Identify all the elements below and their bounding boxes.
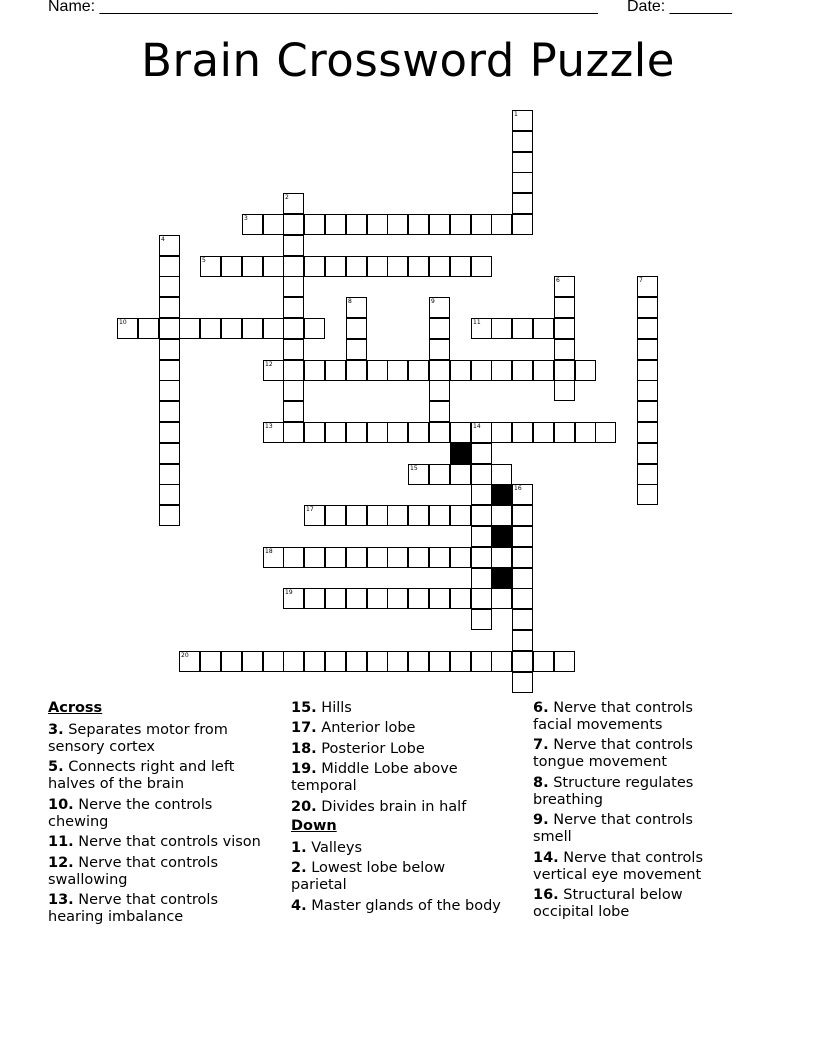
clue-item-text: Nerve that controls tongue movement xyxy=(533,737,693,771)
crossword-cell[interactable] xyxy=(283,214,304,235)
crossword-cell[interactable] xyxy=(429,339,450,360)
crossword-cell[interactable] xyxy=(512,422,533,443)
crossword-cell[interactable] xyxy=(304,214,325,235)
crossword-cell[interactable] xyxy=(491,422,512,443)
clue-item-number: 15. xyxy=(291,700,317,716)
crossword-cell[interactable] xyxy=(346,339,367,360)
crossword-cell[interactable] xyxy=(471,318,492,339)
crossword-cell[interactable] xyxy=(450,422,471,443)
clue-item-text: Nerve that controls vison xyxy=(73,834,261,851)
crossword-cell[interactable] xyxy=(637,276,658,297)
crossword-cell[interactable] xyxy=(512,360,533,381)
crossword-cell[interactable] xyxy=(512,152,533,173)
crossword-cell[interactable] xyxy=(429,588,450,609)
crossword-cell[interactable] xyxy=(367,360,388,381)
crossword-cell[interactable] xyxy=(325,651,346,672)
crossword-cell[interactable] xyxy=(450,464,471,485)
crossword-cell[interactable] xyxy=(325,505,346,526)
crossword-cell[interactable] xyxy=(387,547,408,568)
clue-number: 9 xyxy=(431,298,435,305)
crossword-cell[interactable] xyxy=(408,214,429,235)
crossword-cell[interactable] xyxy=(346,422,367,443)
clue-number: 6 xyxy=(556,277,560,284)
crossword-cell[interactable] xyxy=(221,651,242,672)
crossword-cell[interactable] xyxy=(429,651,450,672)
clues-column-1 xyxy=(48,700,263,929)
crossword-cell[interactable] xyxy=(159,276,180,297)
crossword-cell[interactable] xyxy=(408,464,429,485)
crossword-cell[interactable] xyxy=(387,256,408,277)
crossword-cell[interactable] xyxy=(325,360,346,381)
clue-item xyxy=(48,797,263,831)
clue-item-text: Nerve that controls hearing imbalance xyxy=(48,891,219,925)
crossword-cell[interactable] xyxy=(595,422,616,443)
crossword-cell[interactable] xyxy=(159,422,180,443)
crossword-cell[interactable] xyxy=(471,568,492,589)
crossword-cell[interactable] xyxy=(512,568,533,589)
crossword-cell[interactable] xyxy=(242,214,263,235)
clue-item-text: Hills xyxy=(316,700,352,716)
crossword-cell[interactable] xyxy=(491,651,512,672)
crossword-cell[interactable] xyxy=(450,214,471,235)
clue-item xyxy=(48,759,263,793)
crossword-cell[interactable] xyxy=(471,651,492,672)
page-title: Brain Crossword Puzzle xyxy=(141,34,675,87)
clue-item-number: 17. xyxy=(291,720,317,737)
clue-item-number: 12. xyxy=(48,854,74,871)
crossword-cell[interactable] xyxy=(512,110,533,131)
crossword-cell[interactable] xyxy=(138,318,159,339)
clue-item xyxy=(291,799,501,816)
crossword-cell[interactable] xyxy=(429,318,450,339)
crossword-cell[interactable] xyxy=(637,401,658,422)
crossword-cell[interactable] xyxy=(554,360,575,381)
crossword-cell[interactable] xyxy=(283,339,304,360)
crossword-cell[interactable] xyxy=(637,443,658,464)
crossword-cell[interactable] xyxy=(637,339,658,360)
crossword-cell[interactable] xyxy=(408,547,429,568)
crossword-cell[interactable] xyxy=(429,505,450,526)
crossword-cell[interactable] xyxy=(367,547,388,568)
clue-item-number: 18. xyxy=(291,740,317,757)
crossword-cell[interactable] xyxy=(554,276,575,297)
crossword-cell[interactable] xyxy=(429,464,450,485)
crossword-cell[interactable] xyxy=(429,360,450,381)
crossword-cell[interactable] xyxy=(179,318,200,339)
clue-item-number: 2. xyxy=(291,860,307,877)
crossword-cell[interactable] xyxy=(283,193,304,214)
crossword-cell[interactable] xyxy=(637,360,658,381)
crossword-cell[interactable] xyxy=(346,256,367,277)
clue-item xyxy=(533,700,733,734)
crossword-cell[interactable] xyxy=(408,256,429,277)
crossword-cell[interactable] xyxy=(450,505,471,526)
crossword-cell[interactable] xyxy=(471,443,492,464)
crossword-cell[interactable] xyxy=(429,422,450,443)
clue-item xyxy=(291,720,501,737)
crossword-cell[interactable] xyxy=(367,214,388,235)
clue-item-number: 20. xyxy=(291,798,317,815)
clue-item xyxy=(291,898,501,915)
crossword-cell[interactable] xyxy=(450,651,471,672)
crossword-cell[interactable] xyxy=(179,651,200,672)
crossword-cell[interactable] xyxy=(304,651,325,672)
clue-number: 17 xyxy=(306,506,314,513)
clue-item-text: Master glands of the body xyxy=(306,897,501,914)
crossword-cell[interactable] xyxy=(200,651,221,672)
clue-item xyxy=(533,737,733,771)
crossword-cell[interactable] xyxy=(325,547,346,568)
crossword-cell[interactable] xyxy=(283,297,304,318)
crossword-cell[interactable] xyxy=(491,547,512,568)
clue-item-number: 5. xyxy=(48,759,64,776)
crossword-cell[interactable] xyxy=(512,651,533,672)
crossword-cell[interactable] xyxy=(325,588,346,609)
clue-item-text: Separates motor from sensory cortex xyxy=(48,722,228,755)
crossword-cell[interactable] xyxy=(450,547,471,568)
clue-item xyxy=(291,700,501,717)
crossword-cell[interactable] xyxy=(491,505,512,526)
crossword-cell[interactable] xyxy=(408,588,429,609)
clue-item xyxy=(291,860,501,894)
crossword-cell[interactable] xyxy=(512,172,533,193)
clue-number: 5 xyxy=(202,257,206,264)
crossword-cell[interactable] xyxy=(346,318,367,339)
crossword-cell[interactable] xyxy=(387,214,408,235)
crossword-cell[interactable] xyxy=(554,380,575,401)
crossword-cell[interactable] xyxy=(325,214,346,235)
crossword-cell[interactable] xyxy=(429,297,450,318)
crossword-cell[interactable] xyxy=(408,422,429,443)
crossword-cell[interactable] xyxy=(471,256,492,277)
name-field-label: Name: ________________________________________________________ xyxy=(48,0,598,15)
crossword-cell[interactable] xyxy=(159,380,180,401)
clue-number: 12 xyxy=(265,361,273,368)
crossword-cell[interactable] xyxy=(533,318,554,339)
crossword-cell[interactable] xyxy=(304,256,325,277)
crossword-cell[interactable] xyxy=(117,318,138,339)
black-cell xyxy=(491,526,512,547)
clue-number: 10 xyxy=(119,319,127,326)
clue-number: 19 xyxy=(285,589,293,596)
crossword-cell[interactable] xyxy=(512,318,533,339)
clue-item-number: 10. xyxy=(48,796,74,813)
clue-item-text: Divides brain in half xyxy=(316,798,467,815)
crossword-cell[interactable] xyxy=(512,193,533,214)
clue-item-text: Structural below occipital lobe xyxy=(533,886,683,920)
clue-item-number: 16. xyxy=(533,886,559,903)
crossword-cell[interactable] xyxy=(283,422,304,443)
crossword-cell[interactable] xyxy=(283,588,304,609)
crossword-cell[interactable] xyxy=(512,214,533,235)
clue-item-text: Nerve the controls chewing xyxy=(48,796,213,830)
crossword-cell[interactable] xyxy=(512,131,533,152)
crossword-cell[interactable] xyxy=(263,422,284,443)
crossword-cell[interactable] xyxy=(325,422,346,443)
crossword-cell[interactable] xyxy=(471,609,492,630)
crossword-cell[interactable] xyxy=(491,318,512,339)
crossword-cell[interactable] xyxy=(575,360,596,381)
crossword-cell[interactable] xyxy=(429,547,450,568)
crossword-cell[interactable] xyxy=(304,505,325,526)
crossword-cell[interactable] xyxy=(554,297,575,318)
crossword-cell[interactable] xyxy=(159,318,180,339)
clue-item-text: Middle Lobe above temporal xyxy=(291,761,458,795)
crossword-cell[interactable] xyxy=(325,256,346,277)
across-heading: Across xyxy=(48,700,103,716)
crossword-cell[interactable] xyxy=(159,464,180,485)
crossword-cell[interactable] xyxy=(159,256,180,277)
clue-number: 3 xyxy=(244,215,248,222)
crossword-cell[interactable] xyxy=(263,547,284,568)
crossword-cell[interactable] xyxy=(263,360,284,381)
crossword-cell[interactable] xyxy=(242,651,263,672)
clue-number: 13 xyxy=(265,423,273,430)
clue-item-number: 4. xyxy=(291,897,307,914)
clue-number: 11 xyxy=(473,319,481,326)
crossword-cell[interactable] xyxy=(242,256,263,277)
clue-item-text: Nerve that controls smell xyxy=(533,812,693,846)
crossword-cell[interactable] xyxy=(512,672,533,693)
crossword-cell[interactable] xyxy=(471,505,492,526)
crossword-cell[interactable] xyxy=(554,318,575,339)
crossword-cell[interactable] xyxy=(159,360,180,381)
crossword-cell[interactable] xyxy=(159,401,180,422)
crossword-cell[interactable] xyxy=(637,422,658,443)
crossword-cell[interactable] xyxy=(304,360,325,381)
crossword-cell[interactable] xyxy=(533,360,554,381)
crossword-cell[interactable] xyxy=(429,214,450,235)
crossword-cell[interactable] xyxy=(283,256,304,277)
crossword-cell[interactable] xyxy=(346,588,367,609)
crossword-cell[interactable] xyxy=(200,256,221,277)
crossword-cell[interactable] xyxy=(304,318,325,339)
crossword-cell[interactable] xyxy=(283,235,304,256)
crossword-cell[interactable] xyxy=(637,464,658,485)
crossword-cell[interactable] xyxy=(346,214,367,235)
clue-number: 20 xyxy=(181,652,189,659)
clue-number: 1 xyxy=(514,111,518,118)
clue-item xyxy=(533,812,733,846)
clue-item-text: Posterior Lobe xyxy=(316,740,425,757)
crossword-cell[interactable] xyxy=(491,214,512,235)
clue-item-number: 3. xyxy=(48,722,64,738)
crossword-cell[interactable] xyxy=(512,630,533,651)
crossword-cell[interactable] xyxy=(512,588,533,609)
crossword-cell[interactable] xyxy=(283,318,304,339)
clue-item-text: Connects right and left halves of the brain xyxy=(48,759,235,793)
crossword-cell[interactable] xyxy=(637,297,658,318)
crossword-cell[interactable] xyxy=(637,484,658,505)
crossword-cell[interactable] xyxy=(554,651,575,672)
crossword-cell[interactable] xyxy=(387,588,408,609)
crossword-cell[interactable] xyxy=(263,651,284,672)
black-cell xyxy=(491,484,512,505)
clue-item-number: 9. xyxy=(533,812,549,829)
clue-item-number: 19. xyxy=(291,761,317,778)
crossword-cell[interactable] xyxy=(367,588,388,609)
crossword-cell[interactable] xyxy=(387,651,408,672)
crossword-cell[interactable] xyxy=(533,651,554,672)
clue-item-number: 6. xyxy=(533,700,549,716)
crossword-cell[interactable] xyxy=(387,360,408,381)
clue-item-number: 7. xyxy=(533,737,549,754)
crossword-cell[interactable] xyxy=(283,360,304,381)
clue-item-text: Nerve that controls facial movements xyxy=(533,700,693,733)
crossword-cell[interactable] xyxy=(575,422,596,443)
crossword-cell[interactable] xyxy=(221,318,242,339)
clue-item-text: Lowest lobe below parietal xyxy=(291,860,446,894)
clue-item-text: Valleys xyxy=(306,839,363,856)
crossword-cell[interactable] xyxy=(471,360,492,381)
clue-item xyxy=(533,850,733,884)
black-cell xyxy=(450,443,471,464)
crossword-cell[interactable] xyxy=(159,339,180,360)
crossword-cell[interactable] xyxy=(159,484,180,505)
clue-item xyxy=(533,887,733,921)
crossword-cell[interactable] xyxy=(429,256,450,277)
crossword-cell[interactable] xyxy=(387,422,408,443)
crossword-cell[interactable] xyxy=(159,297,180,318)
clue-number: 15 xyxy=(410,465,418,472)
clue-item xyxy=(291,741,501,758)
crossword-cell[interactable] xyxy=(263,318,284,339)
clue-number: 7 xyxy=(639,277,643,284)
black-cell xyxy=(491,568,512,589)
crossword-cell[interactable] xyxy=(471,526,492,547)
crossword-cell[interactable] xyxy=(512,547,533,568)
crossword-cell[interactable] xyxy=(283,401,304,422)
clue-item xyxy=(291,840,501,857)
crossword-cell[interactable] xyxy=(512,484,533,505)
crossword-cell[interactable] xyxy=(283,547,304,568)
crossword-cell[interactable] xyxy=(471,484,492,505)
clue-item-text: Nerve that controls swallowing xyxy=(48,854,219,888)
crossword-cell[interactable] xyxy=(491,464,512,485)
clue-number: 2 xyxy=(285,194,289,201)
clue-item-number: 14. xyxy=(533,849,559,866)
clues-column-2 xyxy=(291,700,501,918)
crossword-cell[interactable] xyxy=(533,422,554,443)
down-heading: Down xyxy=(291,817,337,834)
clue-item xyxy=(48,892,263,926)
crossword-cell[interactable] xyxy=(304,422,325,443)
date-field-label: Date: _______ xyxy=(627,0,732,15)
crossword-cell[interactable] xyxy=(346,651,367,672)
crossword-cell[interactable] xyxy=(554,422,575,443)
header xyxy=(0,0,816,22)
clue-item-number: 11. xyxy=(48,834,74,851)
crossword-cell[interactable] xyxy=(387,505,408,526)
crossword-cell[interactable] xyxy=(304,547,325,568)
crossword-cell[interactable] xyxy=(554,339,575,360)
crossword-cell[interactable] xyxy=(471,422,492,443)
clue-item-number: 1. xyxy=(291,839,307,856)
crossword-cell[interactable] xyxy=(450,360,471,381)
crossword-cell[interactable] xyxy=(512,609,533,630)
crossword-cell[interactable] xyxy=(512,526,533,547)
crossword-cell[interactable] xyxy=(408,360,429,381)
crossword-cell[interactable] xyxy=(491,360,512,381)
crossword-cell[interactable] xyxy=(346,297,367,318)
clue-number: 14 xyxy=(473,423,481,430)
crossword-cell[interactable] xyxy=(491,588,512,609)
crossword-cell[interactable] xyxy=(159,505,180,526)
crossword-cell[interactable] xyxy=(263,256,284,277)
crossword-cell[interactable] xyxy=(242,318,263,339)
crossword-cell[interactable] xyxy=(637,380,658,401)
clue-item-number: 13. xyxy=(48,891,74,908)
crossword-cell[interactable] xyxy=(221,256,242,277)
crossword-cell[interactable] xyxy=(637,318,658,339)
clue-item-number: 8. xyxy=(533,774,549,791)
crossword-cell[interactable] xyxy=(200,318,221,339)
clue-item xyxy=(48,722,263,756)
crossword-cell[interactable] xyxy=(283,651,304,672)
clue-item xyxy=(291,761,501,795)
crossword-cell[interactable] xyxy=(159,443,180,464)
crossword-cell[interactable] xyxy=(512,505,533,526)
clue-item xyxy=(533,775,733,809)
clue-item xyxy=(48,855,263,889)
crossword-cell[interactable] xyxy=(450,588,471,609)
clue-number: 8 xyxy=(348,298,352,305)
crossword-cell[interactable] xyxy=(367,651,388,672)
crossword-cell[interactable] xyxy=(346,505,367,526)
crossword-cell[interactable] xyxy=(346,360,367,381)
crossword-cell[interactable] xyxy=(283,276,304,297)
clue-item-text: Anterior lobe xyxy=(316,720,416,737)
crossword-cell[interactable] xyxy=(159,235,180,256)
crossword-cell[interactable] xyxy=(408,505,429,526)
clues-column-3 xyxy=(533,700,733,924)
clue-number: 4 xyxy=(161,236,165,243)
crossword-cell[interactable] xyxy=(367,422,388,443)
clue-item xyxy=(48,834,263,851)
crossword-cell[interactable] xyxy=(471,547,492,568)
crossword-cell[interactable] xyxy=(346,547,367,568)
clue-number: 16 xyxy=(514,485,522,492)
crossword-cell[interactable] xyxy=(367,505,388,526)
crossword-cell[interactable] xyxy=(408,651,429,672)
crossword-cell[interactable] xyxy=(304,588,325,609)
clue-number: 18 xyxy=(265,548,273,555)
clue-item-text: Structure regulates breathing xyxy=(533,774,694,808)
crossword-cell[interactable] xyxy=(471,588,492,609)
crossword-cell[interactable] xyxy=(471,464,492,485)
clue-item-text: Nerve that controls vertical eye movement xyxy=(533,849,704,883)
crossword-cell[interactable] xyxy=(367,256,388,277)
crossword-cell[interactable] xyxy=(471,214,492,235)
crossword-cell[interactable] xyxy=(450,256,471,277)
crossword-cell[interactable] xyxy=(429,380,450,401)
crossword-cell[interactable] xyxy=(263,214,284,235)
crossword-cell[interactable] xyxy=(283,380,304,401)
crossword-cell[interactable] xyxy=(429,401,450,422)
